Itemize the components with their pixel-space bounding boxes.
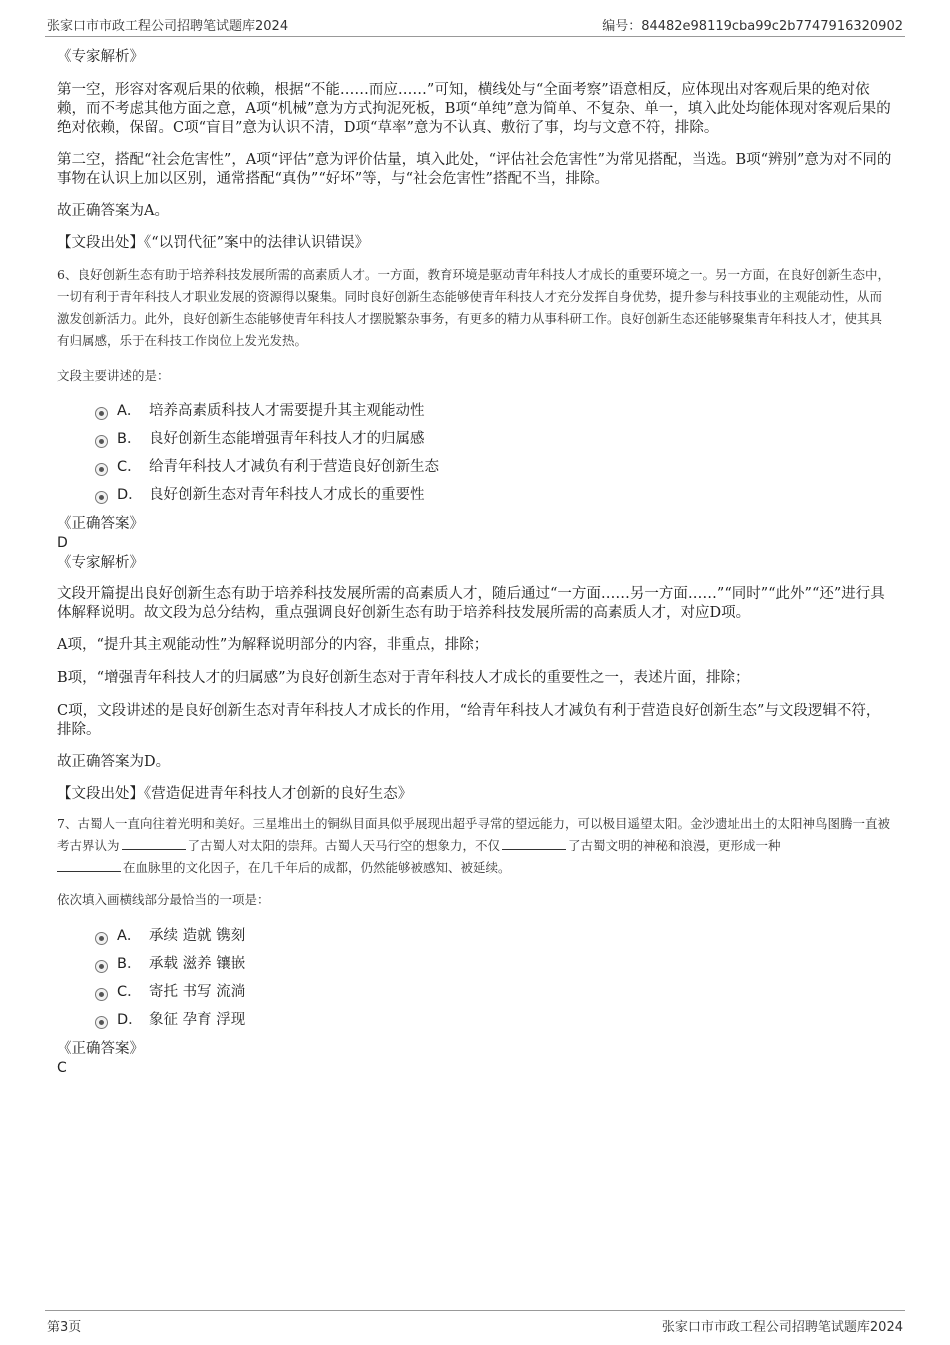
page-header — [45, 12, 905, 37]
source-citation: 【文段出处】《营造促进青年科技人才创新的良好生态》 — [57, 786, 413, 802]
analysis-paragraph: C项，文段讲述的是良好创新生态对青年科技人才成长的作用，“给青年科技人才减负有利于营造良好创新生态”与文段逻辑不符，排除。 — [57, 703, 881, 738]
option-d[interactable]: D． 良好创新生态对青年科技人才成长的重要性 — [95, 481, 893, 509]
radio-icon[interactable] — [95, 491, 108, 504]
header-doc-id: 编号：84482e98119cba99c2b7747916320902 — [602, 19, 903, 34]
option-c[interactable]: C． 寄托 书写 流淌 — [95, 978, 893, 1006]
radio-icon[interactable] — [95, 932, 108, 945]
analysis-paragraph: 文段开篇提出良好创新生态有助于培养科技发展所需的高素质人才，随后通过“一方面……另一方面……”“同时”“此外”“还”进行具体解释说明。故文段为总分结构，重点强调良好创新生态有助于培养科技发展所需的高素质人才，对应D项。 — [57, 586, 885, 621]
analysis-paragraph: A项，“提升其主观能动性”为解释说明部分的内容，非重点，排除； — [57, 637, 489, 653]
fill-blank — [122, 837, 186, 850]
page-content — [57, 44, 893, 1077]
source-citation: 【文段出处】《“以罚代征”案中的法律认识错误》 — [57, 235, 370, 251]
radio-icon[interactable] — [95, 407, 108, 420]
header-title: 张家口市市政工程公司招聘笔试题库2024 — [47, 19, 289, 34]
page-number: 第3页 — [47, 1320, 82, 1335]
analysis-paragraph: 第二空，搭配“社会危害性”，A项“评估”意为评价估量，填入此处，“评估社会危害性”为常见搭配，当选。B项“辨别”意为对不同的事物在认识上加以区别，通常搭配“真伪”“好坏”等，与“社会危害性”搭配不当，排除。 — [57, 152, 892, 187]
option-b[interactable]: B． 承载 滋养 镶嵌 — [95, 950, 893, 978]
answer-conclusion: 故正确答案为A。 — [57, 203, 169, 219]
option-list — [95, 922, 893, 1034]
option-c[interactable]: C． 给青年科技人才减负有利于营造良好创新生态 — [95, 453, 893, 481]
radio-icon[interactable] — [95, 463, 108, 476]
option-b[interactable]: B． 良好创新生态能增强青年科技人才的归属感 — [95, 425, 893, 453]
option-a[interactable]: A． 培养高素质科技人才需要提升其主观能动性 — [95, 397, 893, 425]
answer-conclusion: 故正确答案为D。 — [57, 754, 171, 770]
option-a[interactable]: A． 承续 造就 镌刻 — [95, 922, 893, 950]
question-stem: 7、古蜀人一直向往着光明和美好。三星堆出土的铜纵目面具似乎展现出超乎寻常的望远能力，可以极目遥望太阳。金沙遗址出土的太阳神鸟图腾一直被考古界认为 了古蜀人对太阳的崇拜。古蜀人天马行空的想象力，不仅 了古蜀文明的神秘和浪漫，更形成一种 在血脉里的文化因子，在几千年后的成都，仍然能够被感知、被延续。 — [57, 816, 890, 875]
analysis-paragraph: 第一空，形容对客观后果的依赖，根据“不能……而应……”可知，横线处与“全面考察”语意相反，应体现出对客观后果的绝对依赖，而不考虑其他方面之意，A项“机械”意为方式拘泥死板，B项“单纯”意为简单、不复杂、单一，填入此处均能体现对客观后果的绝对依赖，保留。C项“盲目”意为认识不清，D项“草率”意为不认真、敷衍了事，均与文意不符，排除。 — [57, 82, 891, 136]
analysis-paragraph: B项，“增强青年科技人才的归属感”为良好创新生态对于青年科技人才成长的重要性之一，表述片面，排除； — [57, 670, 750, 686]
option-list — [95, 397, 893, 509]
fill-blank — [502, 837, 566, 850]
radio-icon[interactable] — [95, 1016, 108, 1029]
correct-answer-heading: 《正确答案》 — [57, 1041, 144, 1057]
radio-icon[interactable] — [95, 988, 108, 1001]
option-d[interactable]: D． 象征 孕育 浮现 — [95, 1006, 893, 1034]
question-prompt: 依次填入画横线部分最恰当的一项是： — [57, 892, 270, 907]
footer-title: 张家口市市政工程公司招聘笔试题库2024 — [661, 1320, 903, 1335]
expert-analysis-heading: 《专家解析》 — [57, 49, 144, 65]
expert-analysis-heading: 《专家解析》 — [57, 555, 144, 571]
correct-answer: C — [57, 1060, 67, 1076]
radio-icon[interactable] — [95, 435, 108, 448]
page-footer — [45, 1310, 905, 1337]
fill-blank — [57, 859, 121, 872]
question-stem: 6、良好创新生态有助于培养科技发展所需的高素质人才。一方面，教育环境是驱动青年科技人才成长的重要环境之一。另一方面，在良好创新生态中，一切有利于青年科技人才职业发展的资源得以聚集。同时良好创新生态能够使青年科技人才充分发挥自身优势，提升参与科技事业的主观能动性，从而激发创新活力。此外，良好创新生态能够使青年科技人才摆脱繁杂事务，有更多的精力从事科研工作。良好创新生态还能够聚集青年科技人才，使其具有归属感，乐于在科技工作岗位上发光发热。 — [57, 267, 890, 348]
correct-answer-heading: 《正确答案》 — [57, 516, 144, 532]
correct-answer: D — [57, 535, 68, 551]
radio-icon[interactable] — [95, 960, 108, 973]
question-prompt: 文段主要讲述的是： — [57, 368, 170, 383]
